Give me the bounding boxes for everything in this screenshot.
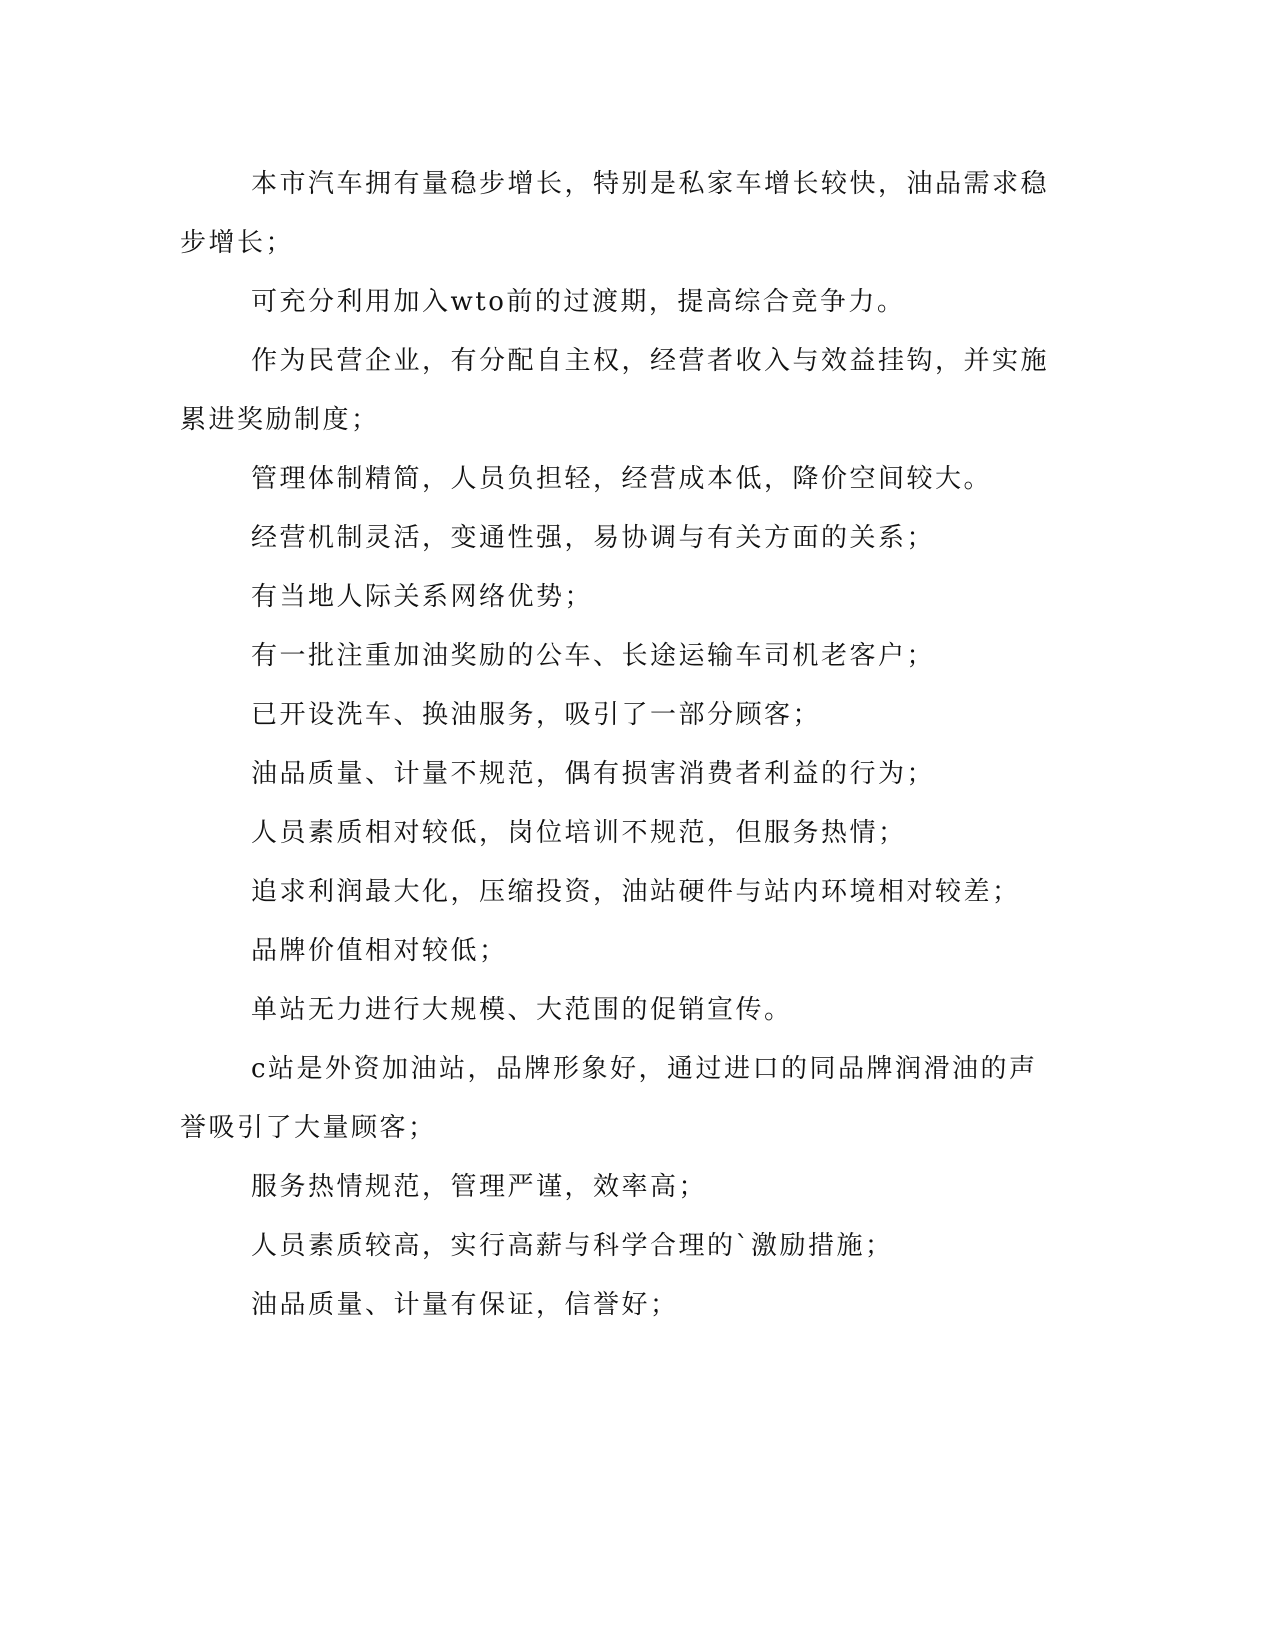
paragraph: 可充分利用加入wto前的过渡期，提高综合竞争力。 (251, 287, 906, 317)
paragraph: 人员素质相对较低，岗位培训不规范，但服务热情； (251, 818, 907, 848)
document-body (180, 155, 1050, 1335)
paragraph: 已开设洗车、换油服务，吸引了一部分顾客； (251, 700, 822, 730)
paragraph: 追求利润最大化，压缩投资，油站硬件与站内环境相对较差； (251, 877, 1021, 907)
paragraph: 本市汽车拥有量稳步增长，特别是私家车增长较快，油品需求稳步增长； (180, 169, 1050, 258)
paragraph: 人员素质较高，实行高薪与科学合理的`激励措施； (251, 1231, 894, 1261)
paragraph: 油品质量、计量有保证，信誉好； (251, 1290, 679, 1320)
paragraph: 油品质量、计量不规范，偶有损害消费者利益的行为； (251, 759, 936, 789)
paragraph: 单站无力进行大规模、大范围的促销宣传。 (251, 995, 793, 1025)
paragraph: c站是外资加油站，品牌形象好，通过进口的同品牌润滑油的声誉吸引了大量顾客； (180, 1054, 1038, 1143)
paragraph: 服务热情规范，管理严谨，效率高； (251, 1172, 708, 1202)
paragraph: 有当地人际关系网络优势； (251, 582, 594, 612)
paragraph: 作为民营企业，有分配自主权，经营者收入与效益挂钩，并实施累进奖励制度； (180, 346, 1050, 435)
paragraph: 有一批注重加油奖励的公车、长途运输车司机老客户； (251, 641, 936, 671)
paragraph: 经营机制灵活，变通性强，易协调与有关方面的关系； (251, 523, 936, 553)
paragraph: 品牌价值相对较低； (251, 936, 508, 966)
paragraph: 管理体制精简，人员负担轻，经营成本低，降价空间较大。 (251, 464, 993, 494)
